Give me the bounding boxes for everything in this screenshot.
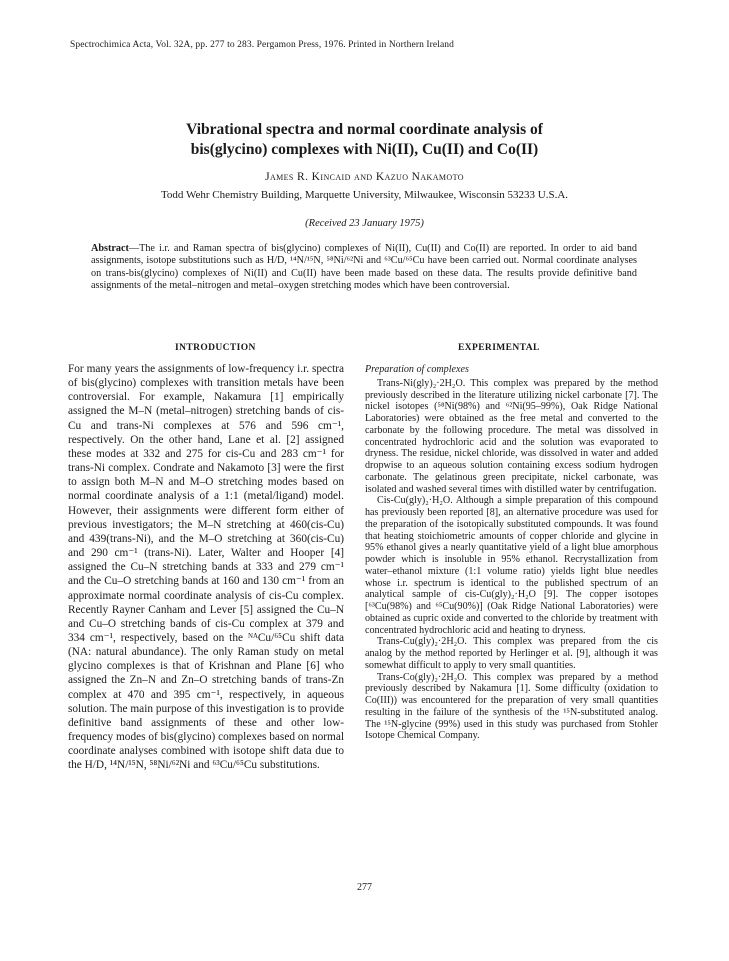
title-line-2: bis(glycino) complexes with Ni(II), Cu(II) and Co(II) <box>190 141 539 158</box>
title-line-1: Vibrational spectra and normal coordinate analysis of <box>186 121 543 138</box>
experimental-heading: EXPERIMENTAL <box>458 343 540 353</box>
abstract <box>91 243 637 292</box>
experimental-paragraph: Cis-Cu(gly)₂·H₂O. Although a simple preparation of this compound has previously been reported [8], an alternative procedure was used for the preparation of the isotopically substituted compounds. It was found that heating stoichiometric amounts of copper chloride and glycine in 95% ethanol gives a nearly quantitative yield of a light blue amorphous powder which is insoluble in 95% ethanol. Recrystallization from water–ethanol mixture (1:1 volume ratio) yields light blue needles whose i.r. spectrum is identical to the published spectrum of an analytical sample of cis-Cu(gly)₂·H₂O [9]. The copper isotopes [⁶³Cu(98%) and ⁶⁵Cu(90%)] (Oak Ridge National Laboratories) were obtained as cupric oxide and converted to the chloride by treatment with concentrated hydrochloric acid and heating to dryness. <box>365 495 658 636</box>
experimental-paragraph: Trans-Ni(gly)₂·2H₂O. This complex was prepared by the method previously described in the literature utilizing nickel carbonate [7]. The nickel isotopes (⁵⁸Ni(98%) and ⁶²Ni(95–99%), Oak Ridge National Laboratories) were obtained as the free metal and converted to the carbonate by the following procedure. The metal was dissolved in concentrated hydrochloric acid and the solution was evaporated to dryness. The residue, nickel chloride, was dissolved in water and added dropwise to an aqueous solution containing excess sodium hydrogen carbonate. The gelatinous green precipitate, nickel carbonate, was isolated and washed several times with distilled water by centrifugation. <box>365 377 658 495</box>
experimental-paragraph: Trans-Co(gly)₂·2H₂O. This complex was prepared by a method previously described by Nakamura [1]. Some difficulty (oxidation to Co(III)) was encountered for the preparation of very small quantities resulting in the failure of the synthesis of the ¹⁵N-substituted analog. The ¹⁵N-glycine (99%) used in this study was purchased from Stohler Isotope Chemical Company. <box>365 671 658 742</box>
experimental-subheading: Preparation of complexes <box>365 364 469 375</box>
introduction-column <box>68 362 344 773</box>
introduction-text: For many years the assignments of low-frequency i.r. spectra of bis(glycino) complexes with transition metals have been controversial. For example, Nakamura [1] empirically assigned the M–N (metal–nitrogen) stretching bands of cis-Cu and trans-Ni complexes at 576 and 596 cm⁻¹, respectively. On the other hand, Lane et al. [2] assigned these modes at 332 and 275 for cis-Cu and 283 cm⁻¹ for trans-Ni complex. Condrate and Nakamoto [3] were the first to assign both M–N and M–O stretching modes based on normal coordinate analysis of a 1:1 (metal/ligand) model. However, their assignments were different form either of previous investigators; the M–N stretching at 460(cis-Cu) and 439(trans-Ni), and the M–O stretching at 360(cis-Cu) and 290 cm⁻¹ (trans-Ni). Later, Walter and Hooper [4] assigned the Cu–N stretching bands at 333 and 279 cm⁻¹ and the Cu–O stretching bands at 160 and 130 cm⁻¹ from an approximate normal coordinate analysis of cis-Cu complex. Recently Rayner Canham and Lever [5] assigned the Cu–N and Cu–O stretching bands of cis-Cu complex at 379 and 334 cm⁻¹, respectively, based on the ᴺᴬCu/⁶⁵Cu shift data (NA: natural abundance). The only Raman study on metal glycino complexes is that of Krishnan and Plane [6] who assigned the Zn–N and Zn–O stretching bands of trans-Zn complex at 470 and 395 cm⁻¹, respectively, in aqueous solution. The main purpose of this investigation is to provide definitive band assignments of these and other low-frequency modes of bis(glycino) complexes based on normal coordinate analyses combined with isotope shift data due to the H/D, ¹⁴N/¹⁵N, ⁵⁸Ni/⁶²Ni and ⁶³Cu/⁶⁵Cu substitutions. <box>68 363 344 772</box>
journal-citation: Spectrochimica Acta, Vol. 32A, pp. 277 to 283. Pergamon Press, 1976. Printed in Northern Ireland <box>70 40 455 50</box>
experimental-column <box>365 364 658 742</box>
abstract-text: —The i.r. and Raman spectra of bis(glycino) complexes of Ni(II), Cu(II) and Co(II) are reported. In order to aid band assignments, isotope substitutions such as H/D, ¹⁴N/¹⁵N, ⁵⁸Ni/⁶²Ni and ⁶³Cu/⁶⁵Cu have been carried out. Normal coordinate analyses on trans-bis(glycino) complexes of Ni(II) and Cu(II) have been made based on these data. The results provide definitive band assignments of the metal–nitrogen and metal–oxygen stretching modes which have been controversial. <box>91 243 637 291</box>
introduction-heading: INTRODUCTION <box>175 343 256 353</box>
experimental-paragraph: Trans-Cu(gly)₂·2H₂O. This complex was prepared from the cis analog by the method reported by Herlinger et al. [9], although it was somewhat difficult to apply to very small quantities. <box>365 636 658 671</box>
paper-title <box>0 120 729 160</box>
page-number: 277 <box>357 882 372 893</box>
affiliation: Todd Wehr Chemistry Building, Marquette University, Milwaukee, Wisconsin 53233 U.S.A. <box>160 189 569 201</box>
abstract-lead: Abstract <box>91 243 129 254</box>
received-date: (Received 23 January 1975) <box>305 218 424 229</box>
authors: James R. Kincaid and Kazuo Nakamoto <box>265 171 464 183</box>
